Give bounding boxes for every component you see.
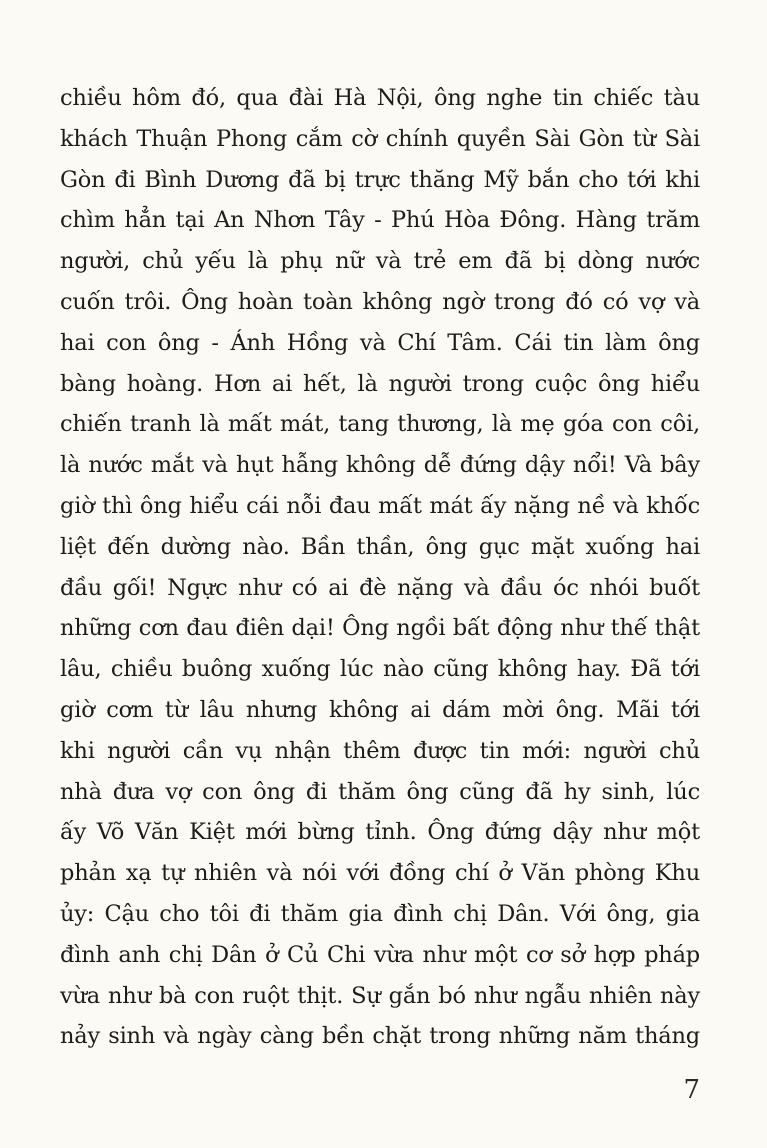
body-text (60, 78, 700, 1057)
text-line: giờ cơm từ lâu nhưng không ai dám mời ông. Mãi tới (60, 696, 700, 723)
text-line: giờ thì ông hiểu cái nỗi đau mất mát ấy nặng nề và khốc (60, 492, 700, 519)
text-line: ấy Võ Văn Kiệt mới bừng tỉnh. Ông đứng dậy như một (60, 819, 700, 846)
page-number: 7 (683, 1075, 700, 1105)
text-line: chiều hôm đó, qua đài Hà Nội, ông nghe tin chiếc tàu (60, 85, 700, 111)
text-line: đình anh chị Dân ở Củ Chi vừa như một cơ sở hợp pháp (60, 941, 700, 968)
text-line: nhà đưa vợ con ông đi thăm ông cũng đã hy sinh, lúc (60, 778, 700, 805)
text-line: Gòn đi Bình Dương đã bị trực thăng Mỹ bắn cho tới khi (60, 166, 700, 193)
text-line: là nước mắt và hụt hẫng không dễ đứng dậy nổi! Và bây (60, 452, 700, 479)
text-line: khách Thuận Phong cắm cờ chính quyền Sài Gòn từ Sài (60, 125, 700, 152)
text-line: chiến tranh là mất mát, tang thương, là mẹ góa con côi, (60, 411, 700, 438)
text-line: bàng hoàng. Hơn ai hết, là người trong cuộc ông hiểu (60, 370, 700, 397)
text-line: liệt đến dường nào. Bần thần, ông gục mặt xuống hai (60, 533, 700, 560)
text-line: cuốn trôi. Ông hoàn toàn không ngờ trong đó có vợ và (60, 288, 700, 315)
text-line: khi người cần vụ nhận thêm được tin mới: người chủ (60, 737, 700, 764)
text-line: hai con ông - Ánh Hồng và Chí Tâm. Cái tin làm ông (60, 329, 700, 356)
text-line: vừa như bà con ruột thịt. Sự gắn bó như ngẫu nhiên này (60, 982, 700, 1009)
text-line: đầu gối! Ngực như có ai đè nặng và đầu óc nhói buốt (60, 574, 700, 601)
text-line: ủy: Cậu cho tôi đi thăm gia đình chị Dân. Với ông, gia (60, 900, 700, 927)
text-line: nảy sinh và ngày càng bền chặt trong những năm tháng (60, 1023, 700, 1050)
text-line: những cơn đau điên dại! Ông ngồi bất động như thế thật (60, 615, 700, 642)
text-line: phản xạ tự nhiên và nói với đồng chí ở Văn phòng Khu (60, 860, 700, 887)
text-line: lâu, chiều buông xuống lúc nào cũng không hay. Đã tới (60, 656, 700, 683)
text-line: người, chủ yếu là phụ nữ và trẻ em đã bị dòng nước (60, 248, 700, 275)
text-line: chìm hẳn tại An Nhơn Tây - Phú Hòa Đông. Hàng trăm (60, 207, 700, 234)
